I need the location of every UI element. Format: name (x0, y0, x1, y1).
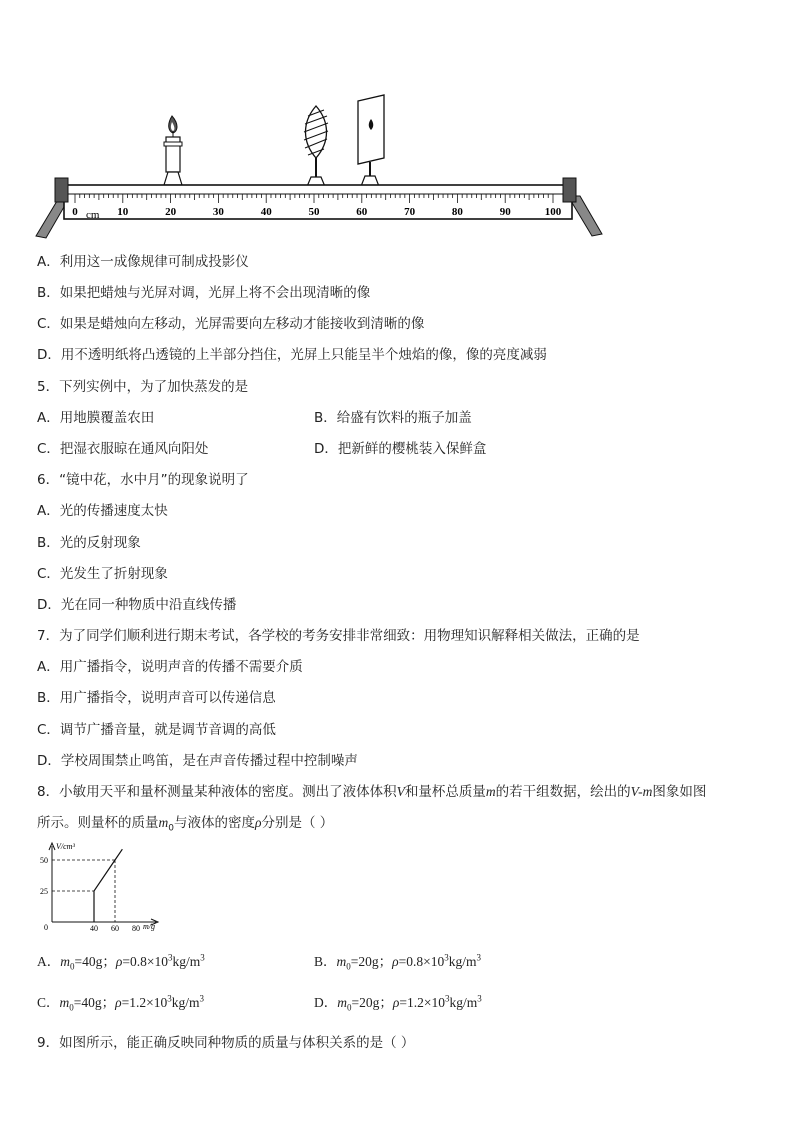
var-rho: ρ (392, 995, 400, 1010)
ruler-tick-label: 60 (356, 206, 368, 218)
ruler-tick-label: 30 (212, 206, 224, 218)
value: =1.2 (121, 995, 147, 1010)
q8-stem-part: 所示。则量杯的质量 (37, 815, 159, 831)
exp: 3 (444, 952, 449, 963)
ruler-tick-label: 80 (451, 206, 463, 218)
option-letter: A． (37, 954, 61, 969)
q8-option-c[interactable] (37, 991, 204, 1013)
x-axis-label: m/g (143, 922, 155, 931)
value: 10 (154, 954, 168, 969)
y-tick-label: 25 (40, 887, 48, 896)
ruler-unit: cm (86, 209, 100, 221)
q6-stem: 6．“镜中花，水中月”的现象说明了 (37, 472, 249, 488)
y-axis-label: V/cm³ (56, 842, 75, 851)
ruler-tick-label: 90 (499, 206, 511, 218)
q8-stem-part: 与液体的密度 (173, 815, 255, 831)
value: =40g； (74, 954, 116, 969)
sub: 0 (347, 1002, 352, 1013)
value: =1.2 (399, 995, 424, 1010)
q4-option-d[interactable]: D．用不透明纸将凸透镜的上半部分挡住，光屏上只能呈半个烛焰的像，像的亮度减弱 (37, 347, 547, 363)
value: =20g； (351, 995, 393, 1010)
q5-option-a[interactable]: A．用地膜覆盖农田 (37, 410, 155, 426)
q5-option-d[interactable]: D．把新鲜的樱桃装入保鲜盒 (314, 441, 487, 457)
times: × (423, 954, 431, 969)
q8-stem-part: 分别是（ ） (261, 815, 334, 831)
var-m: m (336, 954, 347, 969)
q5-option-b[interactable]: B．给盛有饮料的瓶子加盖 (314, 410, 472, 426)
q6-option-d[interactable]: D．光在同一种物质中沿直线传播 (37, 597, 237, 613)
q4-option-b[interactable]: B．如果把蜡烛与光屏对调，光屏上将不会出现清晰的像 (37, 285, 371, 301)
candle (164, 116, 182, 185)
q8-stem (37, 780, 706, 800)
q8-stem-part: 的若干组数据，绘出的 (495, 784, 631, 800)
q8-var-vm: V-m (630, 784, 653, 799)
value: =20g； (350, 954, 393, 969)
q5-stem: 5．下列实例中，为了加快蒸发的是 (37, 379, 249, 395)
var-rho: ρ (115, 995, 122, 1010)
q8-var-m0-sub: 0 (168, 823, 174, 834)
bench-right-cap (563, 178, 576, 202)
sub: 0 (69, 1002, 74, 1013)
q8-var-m: m (485, 784, 496, 799)
q7-stem: 7．为了同学们顺利进行期末考试，各学校的考务安排非常细致：用物理知识解释相关做法，正确的是 (37, 628, 640, 644)
q5-option-c[interactable]: C．把湿衣服晾在通风向阳处 (37, 441, 209, 457)
q7-option-d[interactable]: D．学校周围禁止鸣笛，是在声音传播过程中控制噪声 (37, 753, 358, 769)
sub: 0 (346, 961, 351, 972)
exp: 3 (167, 952, 173, 963)
q8-option-a[interactable] (37, 950, 205, 972)
unit-exp: 3 (199, 993, 205, 1004)
q9-stem: 9．如图所示，能正确反映同种物质的质量与体积关系的是（ ） (37, 1035, 415, 1051)
option-letter: D． (314, 995, 338, 1010)
q7-option-a[interactable]: A．用广播指令，说明声音的传播不需要介质 (37, 659, 303, 675)
var-m: m (337, 995, 347, 1010)
ruler-tick-label: 40 (260, 206, 272, 218)
q8-stem-part: 8．小敏用天平和量杯测量某种液体的密度。测出了液体体积 (37, 784, 397, 800)
unit: kg/m (172, 954, 201, 969)
var-rho: ρ (392, 954, 399, 969)
q8-stem-line2 (37, 811, 333, 834)
x-tick-label: 60 (111, 924, 119, 933)
value: =0.8 (122, 954, 147, 969)
ruler-tick-label: 100 (544, 206, 562, 218)
ruler-tick-label: 70 (404, 206, 416, 218)
unit: kg/m (448, 954, 477, 969)
exp: 3 (167, 993, 172, 1004)
ruler-tick-label: 0 (72, 206, 78, 218)
q8-option-d[interactable] (314, 991, 482, 1013)
q8-var-m0: m (158, 815, 169, 830)
times: × (146, 954, 155, 969)
q8-var-rho: ρ (254, 815, 262, 830)
value: =0.8 (398, 954, 424, 969)
unit-exp: 3 (476, 952, 482, 963)
q7-option-b[interactable]: B．用广播指令，说明声音可以传递信息 (37, 690, 276, 706)
q6-option-b[interactable]: B．光的反射现象 (37, 535, 141, 551)
ruler-tick-label: 10 (117, 206, 129, 218)
var-rho: ρ (115, 954, 123, 969)
var-m: m (59, 995, 70, 1010)
x-tick-label: 40 (90, 924, 98, 933)
bench-left-cap (55, 178, 68, 202)
value: =40g； (73, 995, 116, 1010)
q6-option-c[interactable]: C．光发生了折射现象 (37, 566, 168, 582)
var-m: m (60, 954, 70, 969)
times: × (146, 995, 154, 1010)
value: 10 (430, 954, 445, 969)
optical-bench-figure (0, 0, 794, 245)
ruler-tick-label: 20 (165, 206, 177, 218)
ruler-tick-label: 50 (308, 206, 320, 218)
vm-graph (30, 840, 180, 935)
q8-stem-part: 和量杯总质量 (404, 784, 486, 800)
origin-label: 0 (44, 923, 48, 932)
exp: 3 (444, 993, 450, 1004)
option-letter: C． (37, 995, 60, 1010)
value: 10 (431, 995, 445, 1010)
q8-stem-part: 图象如图 (652, 784, 707, 800)
unit: kg/m (449, 995, 478, 1010)
unit: kg/m (171, 995, 200, 1010)
option-letter: B． (314, 954, 337, 969)
q7-option-c[interactable]: C．调节广播音量，就是调节音调的高低 (37, 722, 276, 738)
sub: 0 (70, 961, 75, 972)
times: × (423, 995, 432, 1010)
q6-option-a[interactable]: A．光的传播速度太快 (37, 503, 168, 519)
convex-lens (304, 106, 328, 189)
q8-option-b[interactable] (314, 950, 481, 972)
unit-exp: 3 (477, 993, 482, 1004)
light-screen (358, 95, 384, 189)
unit-exp: 3 (200, 952, 205, 963)
q4-option-c[interactable]: C．如果是蜡烛向左移动，光屏需要向左移动才能接收到清晰的像 (37, 316, 425, 332)
y-tick-label: 50 (40, 856, 48, 865)
x-tick-label: 80 (132, 924, 140, 933)
q8-var-v: V (396, 784, 405, 799)
q4-option-a[interactable]: A．利用这一成像规律可制成投影仪 (37, 254, 249, 270)
value: 10 (153, 995, 168, 1010)
